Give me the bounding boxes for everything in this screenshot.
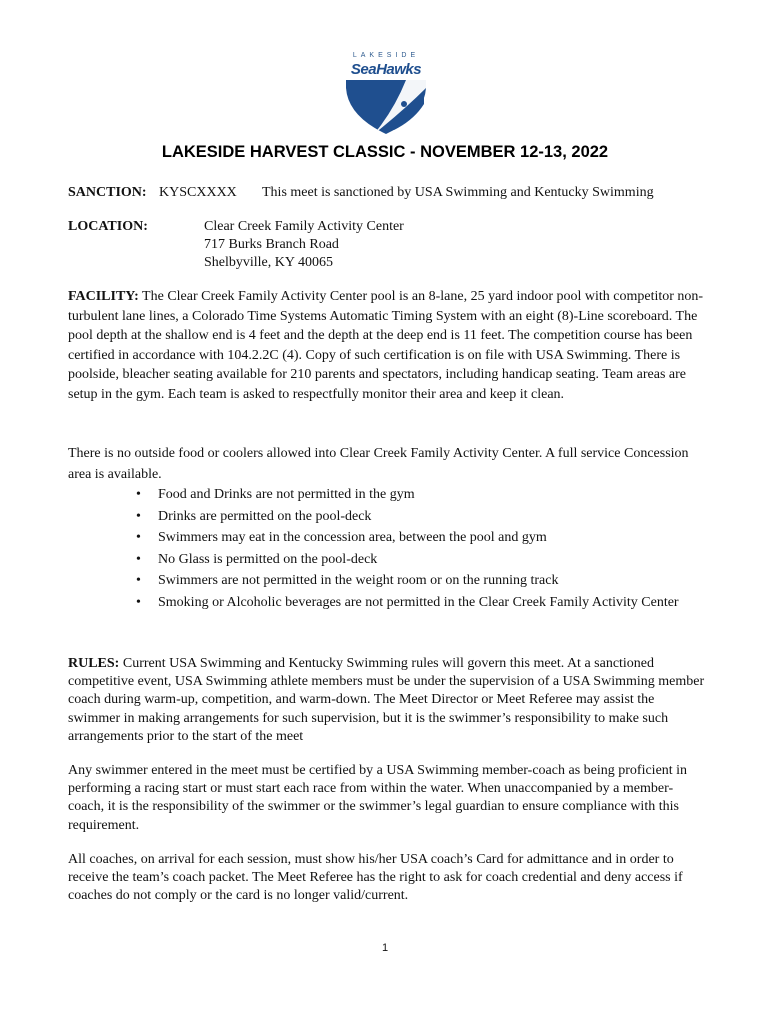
rules-paragraph <box>68 655 708 746</box>
logo-top-text: LAKESIDE <box>352 52 420 59</box>
page-number: 1 <box>381 942 389 954</box>
location-line-2: 717 Burks Branch Road <box>204 237 339 252</box>
rules-paragraph-2: Any swimmer entered in the meet must be certified by a USA Swimming member-coach as being proficient in performing a racing start or must start each race from within the water. When unaccompanied by a member-coach, it is the responsibility of the swimmer or the swimmer’s legal guardian to ensure compliance with this requirement. <box>68 763 688 833</box>
location-line-3: Shelbyville, KY 40065 <box>204 255 333 270</box>
list-item: • Smoking or Alcoholic beverages are not permitted in the Clear Creek Family Activity Center <box>136 592 696 614</box>
list-item: • Swimmers are not permitted in the weight room or on the running track <box>136 570 696 592</box>
logo-name: SeaHawks <box>350 61 422 78</box>
list-item: • Drinks are permitted on the pool-deck <box>136 506 696 528</box>
rules-text: Current USA Swimming and Kentucky Swimming rules will govern this meet. At a sanctioned competitive event, USA Swimming athlete members must be under the supervision of a USA Swimming member coach during warm-up, competition, and warm-down. The Meet Director or Meet Referee may assist the swimmer in making arrangements for such supervision, but it is the swimmer’s responsibility to make such arrangements prior to the start of the meet <box>68 656 705 744</box>
sanction-code: KYSCXXXX <box>159 185 237 200</box>
meet-title: LAKESIDE HARVEST CLASSIC - NOVEMBER 12-13, 2022 <box>161 143 609 161</box>
food-rules-list <box>136 484 696 614</box>
facility-paragraph <box>68 287 708 405</box>
sanction-text: This meet is sanctioned by USA Swimming and Kentucky Swimming <box>262 185 654 200</box>
seahawks-logo <box>340 52 432 136</box>
rules-label: RULES: <box>68 656 120 671</box>
facility-label: FACILITY: <box>68 289 139 304</box>
sanction-label: SANCTION: <box>68 185 147 200</box>
list-item: • Swimmers may eat in the concession area, between the pool and gym <box>136 527 696 549</box>
list-item: • No Glass is permitted on the pool-deck <box>136 549 696 571</box>
facility-text: The Clear Creek Family Activity Center pool is an 8-lane, 25 yard indoor pool with competitor non-turbulent lane lines, a Colorado Time Systems Automatic Timing System with an eight (8)-Line scoreboard. The pool depth at the shallow end is 4 feet and the depth at the deep end is 11 feet. The competition course has been certified in accordance with 104.2.2C (4). Copy of such certification is on file with USA Swimming. There is poolside, bleacher seating available for 210 parents and spectators, including handicap seating. Team areas are setup in the gym. Each team is asked to respectfully monitor their area and keep it clean. <box>68 289 704 402</box>
location-line-1: Clear Creek Family Activity Center <box>204 219 404 234</box>
seahawk-shield-icon <box>344 80 428 134</box>
rules-paragraph-3: All coaches, on arrival for each session, must show his/her USA coach’s Card for admittance and in order to receive the team’s coach packet. The Meet Referee has the right to ask for coach credential and deny access if coaches do not comply or the card is no longer valid/current. <box>68 852 683 904</box>
food-intro: There is no outside food or coolers allowed into Clear Creek Family Activity Center. A full service Concession area is available. <box>68 446 689 482</box>
location-label: LOCATION: <box>68 219 148 234</box>
list-item: • Food and Drinks are not permitted in the gym <box>136 484 696 506</box>
